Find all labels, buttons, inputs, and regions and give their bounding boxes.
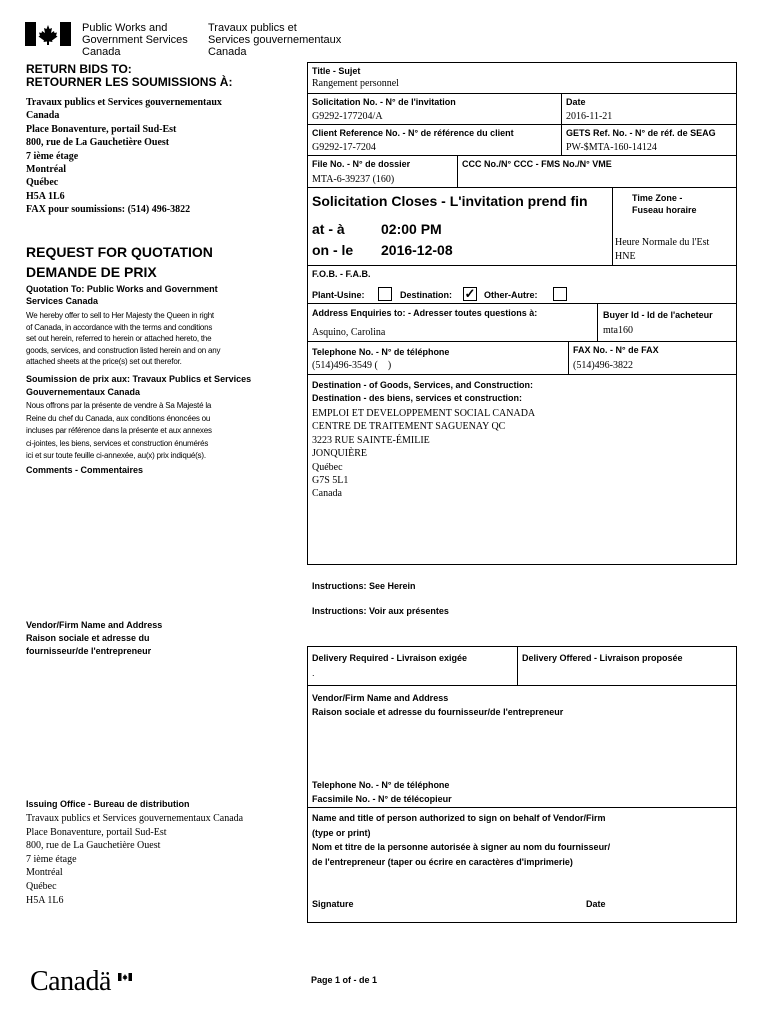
- address-line: JONQUIÈRE: [312, 448, 367, 460]
- signature-date-label: Date: [586, 899, 606, 909]
- rfq-title-fr: DEMANDE DE PRIX: [26, 264, 157, 280]
- label-line: Time Zone -: [632, 193, 683, 203]
- divider: [612, 187, 613, 266]
- address-line: 3223 RUE SAINTE-ÉMILIE: [312, 434, 430, 446]
- text-line: incluses par référence dans la présente et aux annexes: [26, 426, 212, 435]
- label-line: (type or print): [312, 827, 371, 838]
- title-value: Rangement personnel: [312, 78, 399, 89]
- text-line: ci-jointes, les biens, services et construction énumérés: [26, 438, 209, 448]
- fob-label: F.O.B. - F.A.B.: [312, 269, 371, 279]
- instructions-fr: Instructions: Voir aux présentes: [312, 606, 449, 616]
- divider: [307, 303, 737, 304]
- canada-wordmark: Canadä: [30, 966, 111, 997]
- other-autre-label: Other-Autre:: [484, 290, 538, 300]
- date-value: 2016-11-21: [566, 111, 613, 122]
- page-number: Page 1 of - de 1: [311, 975, 378, 985]
- address-line: H5A 1L6: [26, 190, 65, 202]
- dept-en-line: Government Services: [82, 34, 188, 46]
- address-line: Canada: [26, 110, 60, 122]
- address-line: H5A 1L6: [26, 894, 64, 906]
- address-line: Place Bonaventure, portail Sud-Est: [26, 826, 167, 838]
- label-line: de l'entrepreneur (taper ou écrire en caractères d'imprimerie): [312, 856, 573, 867]
- address-line: 7 ième étage: [26, 853, 77, 865]
- signature-label: Signature: [312, 899, 354, 909]
- authorized-person-label: [312, 811, 610, 869]
- address-line: Travaux publics et Services gouvernementaux: [26, 97, 222, 108]
- address-enquiries-label: Address Enquiries to: - Adresser toutes questions à:: [312, 308, 538, 318]
- issuing-office-label: Issuing Office - Bureau de distribution: [26, 799, 190, 809]
- divider: [561, 93, 562, 156]
- gets-ref-value: PW-$MTA-160-14124: [566, 142, 657, 153]
- address-line: Montréal: [26, 867, 63, 879]
- divider: [307, 187, 737, 188]
- dept-en-line: Public Works and: [82, 22, 168, 34]
- buyer-id-label: Buyer Id - Id de l'acheteur: [603, 310, 713, 320]
- plant-usine-checkbox[interactable]: [378, 287, 392, 301]
- dept-fr-line: Travaux publics et: [208, 22, 297, 34]
- date-label: Date: [566, 97, 586, 107]
- vendor-firm-label: [312, 691, 563, 719]
- client-reference-value: G9292-17-7204: [312, 142, 376, 153]
- text-line: goods, services, and construction listed herein and on any: [26, 345, 221, 355]
- soumission-text: [26, 400, 212, 463]
- closing-date-value: 2016-12-08: [381, 242, 453, 258]
- address-line: Québec: [312, 461, 343, 473]
- file-no-value: MTA-6-39237 (160): [312, 174, 395, 185]
- return-bids-title-en: RETURN BIDS TO:: [26, 62, 132, 76]
- dept-fr-line: Services gouvernementaux: [208, 34, 342, 46]
- vendor-firm-label-left: [26, 619, 162, 658]
- solicitation-closes-title: Solicitation Closes - L'invitation prend fin: [312, 193, 588, 209]
- text-line: ici et sur toute feuille ci-annexée, au(x) prix indiqué(s).: [26, 451, 206, 460]
- return-bids-title: [26, 63, 232, 89]
- department-name-en: [82, 22, 188, 58]
- canada-wordmark-flag-icon: [118, 968, 132, 976]
- time-zone-label: [632, 192, 697, 216]
- issuing-office-address: [26, 812, 243, 907]
- text-line: Nous offrons par la présente de vendre à Sa Majesté la: [26, 401, 212, 410]
- other-autre-checkbox[interactable]: [553, 287, 567, 301]
- client-reference-label: Client Reference No. - N° de référence du client: [312, 128, 514, 138]
- text-line: attached sheets at the price(s) set out therefor.: [26, 357, 182, 367]
- dept-en-line: Canada: [82, 46, 121, 58]
- label-line: Vendor/Firm Name and Address: [312, 693, 449, 703]
- buyer-id-value: mta160: [603, 325, 633, 336]
- title-label: Title - Sujet: [312, 66, 361, 76]
- label-line: Vendor/Firm Name and Address: [26, 620, 163, 630]
- closing-time-label: at - à: [312, 221, 345, 237]
- address-line: 800, rue de La Gauchetière Ouest: [26, 840, 161, 852]
- address-line: 800, rue de La Gauchetière Ouest: [26, 137, 170, 149]
- destination-label: Destination:: [400, 290, 453, 300]
- address-enquiries-value: Asquino, Carolina: [312, 327, 386, 338]
- fax-no-value: (514)496-3822: [573, 360, 633, 371]
- divider: [307, 124, 737, 125]
- address-line: 7 ième étage: [26, 150, 79, 162]
- address-line: EMPLOI ET DEVELOPPEMENT SOCIAL CANADA: [312, 408, 536, 419]
- label-line: Destination - of Goods, Services, and Construction:: [312, 380, 534, 390]
- address-line: Travaux publics et Services gouvernementaux Canada: [26, 813, 244, 824]
- label-line: Raison sociale et adresse du: [26, 633, 150, 643]
- quotation-to-heading: Quotation To: Public Works and Government Services Canada: [26, 284, 218, 306]
- label-line: Raison sociale et adresse du fournisseur/de l'entrepreneur: [312, 707, 564, 717]
- label-line: Fuseau horaire: [632, 205, 697, 215]
- instructions-en: Instructions: See Herein: [312, 581, 416, 591]
- divider: [307, 341, 737, 342]
- destination-checkbox[interactable]: [463, 287, 477, 301]
- solicitation-no-label: Solicitation No. - N° de l'invitation: [312, 97, 456, 107]
- file-no-label: File No. - N° de dossier: [312, 159, 411, 169]
- address-line: Place Bonaventure, portail Sud-Est: [26, 123, 177, 135]
- fax-for-bids: FAX pour soumissions: (514) 496-3822: [26, 204, 191, 216]
- vendor-telephone-label: Telephone No. - N° de téléphone: [312, 780, 450, 790]
- check-mark-icon: ✓: [464, 286, 476, 301]
- gets-ref-label: GETS Ref. No. - N° de réf. de SEAG: [566, 128, 716, 138]
- solicitation-no-value: G9292-177204/A: [312, 111, 383, 122]
- destination-goods-address: [312, 407, 535, 501]
- divider: [517, 646, 518, 686]
- divider: [457, 155, 458, 188]
- closing-time-value: 02:00 PM: [381, 221, 442, 237]
- telephone-value: (514)496-3549 ( ): [312, 360, 392, 371]
- divider: [597, 303, 598, 342]
- address-line: Québec: [26, 880, 57, 892]
- delivery-required-label: Delivery Required - Livraison exigée: [312, 653, 468, 663]
- return-bids-address: [26, 96, 222, 217]
- divider: [307, 265, 737, 266]
- label-line: Name and title of person authorized to sign on behalf of Vendor/Firm: [312, 813, 606, 823]
- canada-flag-icon: [25, 22, 71, 46]
- vendor-facsimile-label: Facsimile No. - N° de télécopieur: [312, 794, 452, 804]
- fax-no-label: FAX No. - N° de FAX: [573, 345, 659, 355]
- label-line: fournisseur/de l'entrepreneur: [26, 646, 152, 656]
- address-line: G7S 5L1: [312, 475, 349, 487]
- text-line: Reine du chef du Canada, aux conditions énoncées ou: [26, 413, 211, 423]
- label-line: Nom et titre de la personne autorisée à signer au nom du fournisseur/: [312, 842, 611, 852]
- address-line: Canada: [312, 488, 342, 500]
- divider: [307, 155, 737, 156]
- text-line: set out herein, referred to herein or attached hereto, the: [26, 334, 212, 344]
- value-line: Heure Normale du l'Est: [615, 237, 710, 248]
- address-line: Québec: [26, 177, 59, 189]
- text-line: We hereby offer to sell to Her Majesty the Queen in right: [26, 311, 214, 320]
- value-line: HNE: [615, 250, 636, 262]
- address-line: CENTRE DE TRAITEMENT SAGUENAY QC: [312, 421, 506, 433]
- department-name-fr: [208, 22, 341, 58]
- ccc-no-label: CCC No./N° CCC - FMS No./N° VME: [462, 159, 612, 169]
- rfq-title: [26, 242, 213, 282]
- text-line: of Canada, in accordance with the terms and conditions: [26, 322, 213, 332]
- divider: [307, 93, 737, 94]
- return-bids-title-fr: RETOURNER LES SOUMISSIONS À:: [26, 75, 233, 89]
- label-line: Destination - des biens, services et construction:: [312, 392, 523, 403]
- quotation-to-text: [26, 310, 220, 368]
- telephone-label: Telephone No. - N° de téléphone: [312, 347, 450, 357]
- divider: [307, 685, 737, 686]
- divider: [307, 807, 737, 808]
- dept-fr-line: Canada: [208, 46, 247, 58]
- comments-label: Comments - Commentaires: [26, 465, 144, 475]
- delivery-offered-label: Delivery Offered - Livraison proposée: [522, 653, 683, 663]
- divider: [307, 374, 737, 375]
- rfq-title-en: REQUEST FOR QUOTATION: [26, 244, 213, 260]
- delivery-required-value[interactable]: .: [312, 668, 315, 678]
- soumission-heading: Soumission de prix aux: Travaux Publics et Services Gouvernementaux Canada: [26, 374, 252, 397]
- closing-date-label: on - le: [312, 242, 354, 258]
- divider: [568, 341, 569, 375]
- plant-usine-label: Plant-Usine:: [312, 290, 365, 300]
- time-zone-value: [615, 236, 709, 263]
- destination-goods-label: [312, 379, 533, 404]
- address-line: Montréal: [26, 164, 66, 176]
